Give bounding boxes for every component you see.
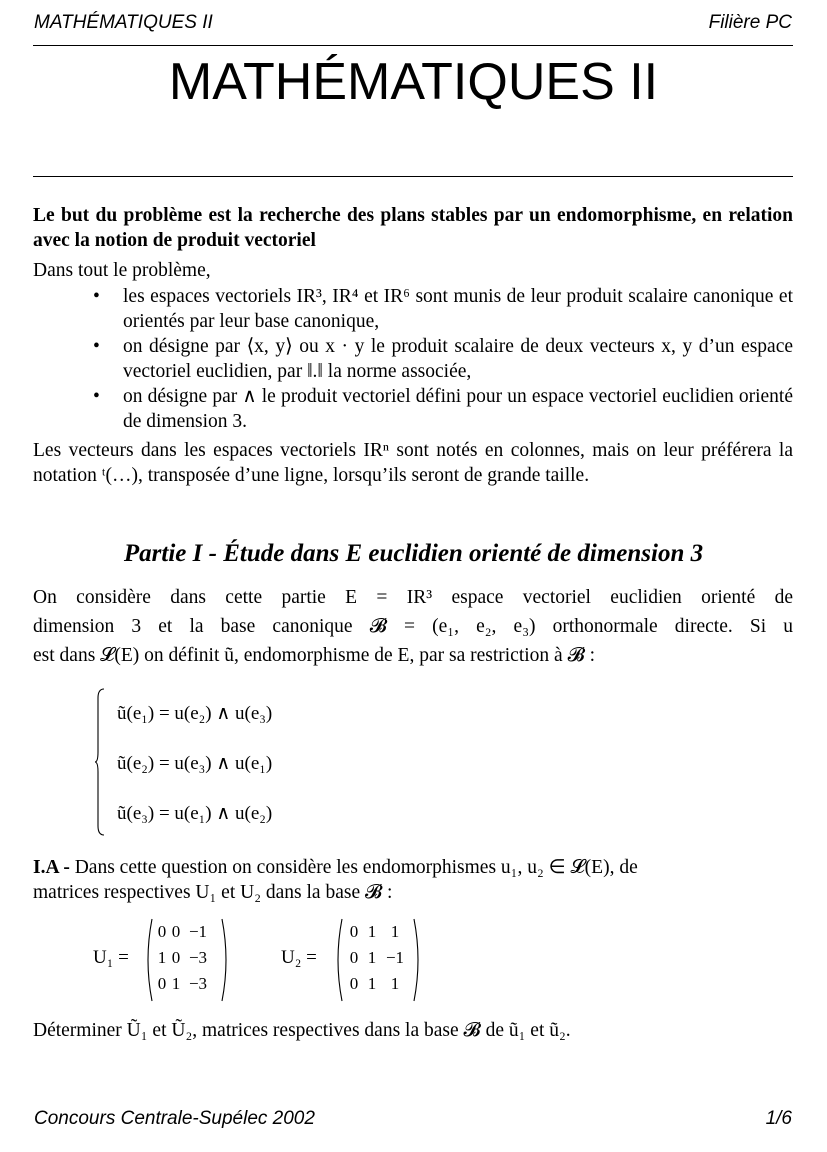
matrix-cell: 1 (367, 974, 377, 993)
matrix-cell: 0 (349, 948, 359, 967)
IA-line-1 (33, 855, 793, 880)
intro-heading: Le but du problème est la recherche des plans stables par un endomorphisme, en relation avec la notion de produit vectoriel (33, 205, 793, 251)
part1-line-1: On considère dans cette partie E = IR³ espace vectoriel euclidien orienté de (33, 587, 793, 608)
list-item: • les espaces vectoriels IR³, IR⁴ et IR⁶ sont munis de leur produit scalaire canonique et orientés par leur base canonique, (33, 284, 793, 334)
intro-lead: Dans tout le problème, (33, 260, 211, 281)
matrix-cell: −3 (188, 974, 208, 993)
footer-left: Concours Centrale-Supélec 2002 (34, 1108, 315, 1129)
IA-label: I.A - (33, 857, 70, 878)
matrix-cell: 1 (390, 922, 400, 941)
matrix-cell: 0 (349, 922, 359, 941)
part-title: Partie I - Étude dans E euclidien orienté de dimension 3 (123, 540, 704, 567)
matrix-cell: 1 (390, 974, 400, 993)
matrix-cell: 1 (157, 948, 167, 967)
matrix-cell: 0 (157, 922, 167, 941)
matrix-U2-label: U₂ = (281, 947, 317, 968)
IA-task: Déterminer Ũ₁ et Ũ₂, matrices respectives dans la base 𝓑 de ũ₁ et ũ₂. (33, 1020, 571, 1041)
page-title: MATHÉMATIQUES II (168, 53, 659, 111)
matrix-cell: −1 (385, 948, 405, 967)
matrix-cell: 0 (171, 922, 181, 941)
header-right: Filière PC (708, 12, 792, 33)
right-paren (221, 918, 231, 1002)
left-paren (333, 918, 343, 1002)
matrix-cell: 0 (157, 974, 167, 993)
equation-1: ũ(e₁) = u(e₂) ∧ u(e₃) (117, 703, 273, 724)
part1-line-2: dimension 3 et la base canonique 𝓑 = (e₁, e₂, e₃) orthonormale directe. Si u (33, 616, 793, 637)
title-rule (33, 176, 793, 177)
IA-text-1: Dans cette question on considère les endomorphismes u₁, u₂ ∈ 𝓛(E), de (74, 857, 638, 878)
matrix-cell: 0 (349, 974, 359, 993)
IA-line-2: matrices respectives U₁ et U₂ dans la base 𝓑 : (33, 882, 393, 903)
matrix-cell: 1 (367, 948, 377, 967)
matrix-cell: −1 (188, 922, 208, 941)
equation-system (95, 688, 395, 836)
equation-3: ũ(e₃) = u(e₁) ∧ u(e₂) (117, 803, 273, 824)
left-brace (95, 688, 105, 836)
matrix-U2-cells (345, 922, 409, 1000)
matrix-U2 (281, 918, 441, 1004)
equation-2: ũ(e₂) = u(e₃) ∧ u(e₁) (117, 753, 273, 774)
header-left: MATHÉMATIQUES II (34, 12, 213, 33)
matrix-U1 (93, 918, 253, 1004)
list-item: • on désigne par ∧ le produit vectoriel défini pour un espace vectoriel euclidien orienté de dimension 3. (33, 384, 793, 434)
part1-line-3: est dans 𝓛(E) on définit ũ, endomorphisme de E, par sa restriction à 𝓑 : (33, 645, 596, 666)
footer-right: 1/6 (765, 1108, 792, 1129)
matrix-cell: −3 (188, 948, 208, 967)
matrix-cell: 0 (171, 948, 181, 967)
matrix-cell: 1 (171, 974, 181, 993)
intro-after: Les vecteurs dans les espaces vectoriels IRⁿ sont notés en colonnes, mais on leur préférera la notation ᵗ(…), transposée d’une ligne, lorsqu’ils seront de grande taille. (33, 440, 793, 486)
matrix-U1-label: U₁ = (93, 947, 129, 968)
matrix-U1-cells (155, 922, 213, 1000)
left-paren (143, 918, 153, 1002)
matrix-cell: 1 (367, 922, 377, 941)
right-paren (413, 918, 423, 1002)
header-rule (33, 45, 793, 46)
list-item: • on désigne par ⟨x, y⟩ ou x · y le produit scalaire de deux vecteurs x, y d’un espace vectoriel euclidien, par ‖.‖ la norme associée, (33, 334, 793, 384)
intro-bullet-list (33, 284, 793, 434)
